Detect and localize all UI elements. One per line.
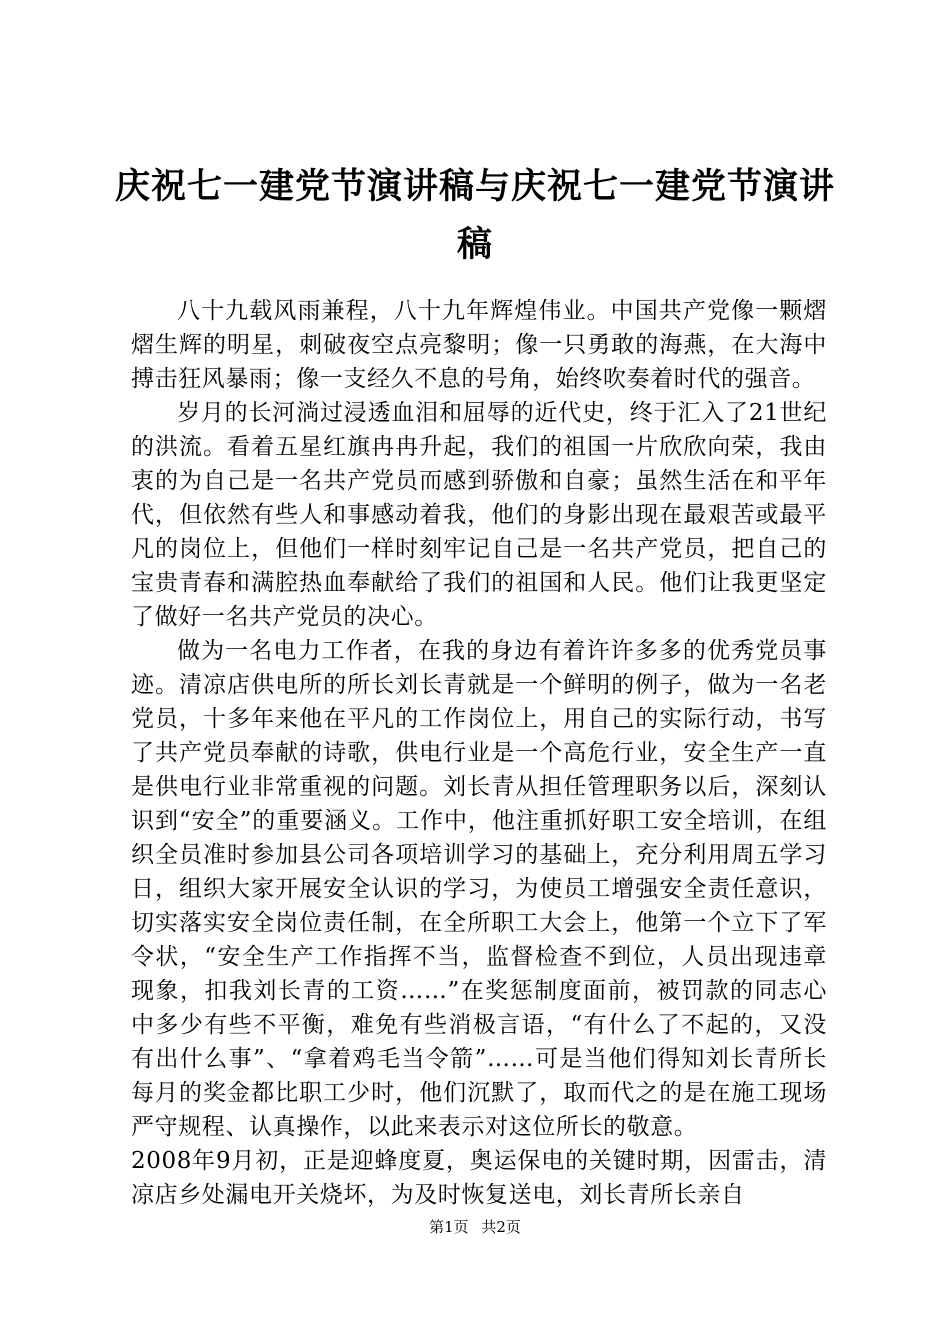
document-title: 庆祝七一建党节演讲稿与庆祝七一建党节演讲稿 [114,166,835,265]
document-body [131,294,827,1212]
paragraph: 2008年9月初，正是迎蜂度夏，奥运保电的关键时期，因雷击，清凉店乡处漏电开关烧坏，为及时恢复送电，刘长青所长亲自 [131,1148,827,1208]
page-number: 第1页 [429,1218,469,1236]
paragraph: 做为一名电力工作者，在我的身边有着许许多多的优秀党员事迹。清凉店供电所的所长刘长青就是一个鲜明的例子，做为一名老党员，十多年来他在平凡的工作岗位上，用自己的实际行动，书写了共产党员奉献的诗歌，供电行业是一个高危行业，安全生产一直是供电行业非常重视的问题。刘长青从担任管理职务以后，深刻认识到“安全”的重要涵义。工作中，他注重抓好职工安全培训，在组织全员准时参加县公司各项培训学习的基础上，充分利用周五学习日，组织大家开展安全认识的学习，为使员工增强安全责任意识，切实落实安全岗位责任制，在全所职工大会上，他第一个立下了军令状，“安全生产工作指挥不当，监督检查不到位，人员出现违章现象，扣我刘长青的工资……”在奖惩制度面前，被罚款的同志心中多少有些不平衡，难免有些消极言语，“有什么了不起的，又没有出什么事”、“拿着鸡毛当令箭”……可是当他们得知刘长青所长每月的奖金都比职工少时，他们沉默了，取而代之的是在施工现场严守规程、认真操作，以此来表示对这位所长的敬意。 [131,638,827,1140]
paragraph: 岁月的长河淌过浸透血泪和屈辱的近代史，终于汇入了21世纪的洪流。看着五星红旗冉冉升起，我们的祖国一片欣欣向荣，我由衷的为自己是一名共产党员而感到骄傲和自豪；虽然生活在和平年代，但依然有些人和事感动着我，他们的身影出现在最艰苦或最平凡的岗位上，但他们一样时刻牢记自己是一名共产党员，把自己的宝贵青春和满腔热血奉献给了我们的祖国和人民。他们让我更坚定了做好一名共产党员的决心。 [131,400,827,630]
page-footer [0,1216,950,1238]
paragraph: 八十九载风雨兼程，八十九年辉煌伟业。中国共产党像一颗熠熠生辉的明星，刺破夜空点亮黎明；像一只勇敢的海燕，在大海中搏击狂风暴雨；像一支经久不息的号角，始终吹奏着时代的强音。 [131,298,827,392]
page-total: 共2页 [481,1218,521,1236]
